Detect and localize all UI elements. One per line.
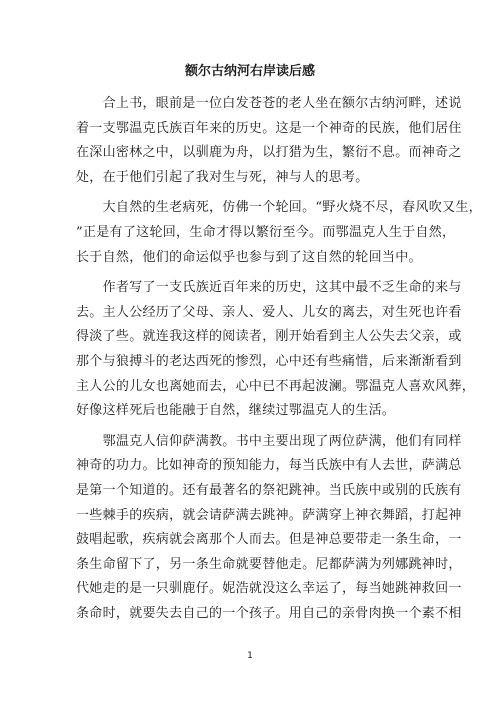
text-line: 去。主人公经历了父母、亲人、爱人、儿女的离去，对生死也许看 (76, 304, 462, 320)
text-line: 那个与狼搏斗的老达西死的惨烈，心中还有些痛惜，后来渐渐看到 (76, 353, 462, 369)
text-line: 大自然的生老病死，仿佛一个轮回。“野火烧不尽，春风吹又生， (76, 200, 482, 216)
text-line: 是第一个知道的。还有最著名的祭祀跳神。当氏族中或别的氏族有 (76, 482, 462, 498)
text-line: ”正是有了这轮回，生命才得以繁衍至今。而鄂温克人生于自然， (76, 224, 456, 240)
text-line: 长于自然，他们的命运似乎也参与到了这自然的轮回当中。 (76, 249, 422, 265)
document-title: 额尔古纳河右岸读后感 (184, 64, 315, 79)
paragraph (76, 276, 476, 424)
page-number: 1 (247, 651, 253, 661)
text-line: 鄂温克人信仰萨满教。书中主要出现了两位萨满，他们有同样 (76, 433, 462, 449)
text-line: 在深山密林之中，以驯鹿为舟，以打猎为生，繁衍不息。而神奇之 (76, 145, 462, 161)
text-line: 条生命留下了，另一条生命就要替他走。尼都萨满为列娜跳神时， (76, 556, 462, 572)
text-line: 得淡了些。就连我这样的阅读者，刚开始看到主人公失去父亲，或 (76, 329, 462, 345)
text-line: 代她走的是一只驯鹿仔。妮浩就没这么幸运了，每当她跳神救回一 (76, 581, 462, 597)
text-line: 合上书，眼前是一位白发苍苍的老人坐在额尔古纳河畔，述说 (76, 96, 462, 111)
paragraph (76, 92, 462, 190)
paragraph (76, 430, 462, 627)
text-line: 好像这样死后也能融于自然，继续过鄂温克人的生活。 (76, 403, 396, 419)
document-body (76, 92, 482, 626)
text-line: 一些棘手的疾病，就会请萨满去跳神。萨满穿上神衣舞蹈，打起神 (76, 507, 462, 523)
text-line: 处，在于他们引起了我对生与死，神与人的思考。 (76, 169, 369, 185)
text-line: 条命时，就要失去自己的一个孩子。用自己的亲骨肉换一个素不相 (76, 605, 462, 621)
text-line: 主人公的儿女也离她而去，心中已不再起波澜。鄂温克人喜欢风葬， (76, 378, 476, 394)
text-line: 着一支鄂温克氏族百年来的历史。这是一个神奇的民族，他们居住 (76, 120, 462, 136)
paragraph (76, 196, 482, 270)
text-line: 神奇的功力。比如神奇的预知能力，每当氏族中有人去世，萨满总 (76, 458, 462, 474)
text-line: 鼓唱起歌，疾病就会离那个人而去。但是神总要带走一条生命，一 (76, 532, 462, 548)
text-line: 作者写了一支氏族近百年来的历史，这其中最不乏生命的来与 (76, 280, 462, 296)
